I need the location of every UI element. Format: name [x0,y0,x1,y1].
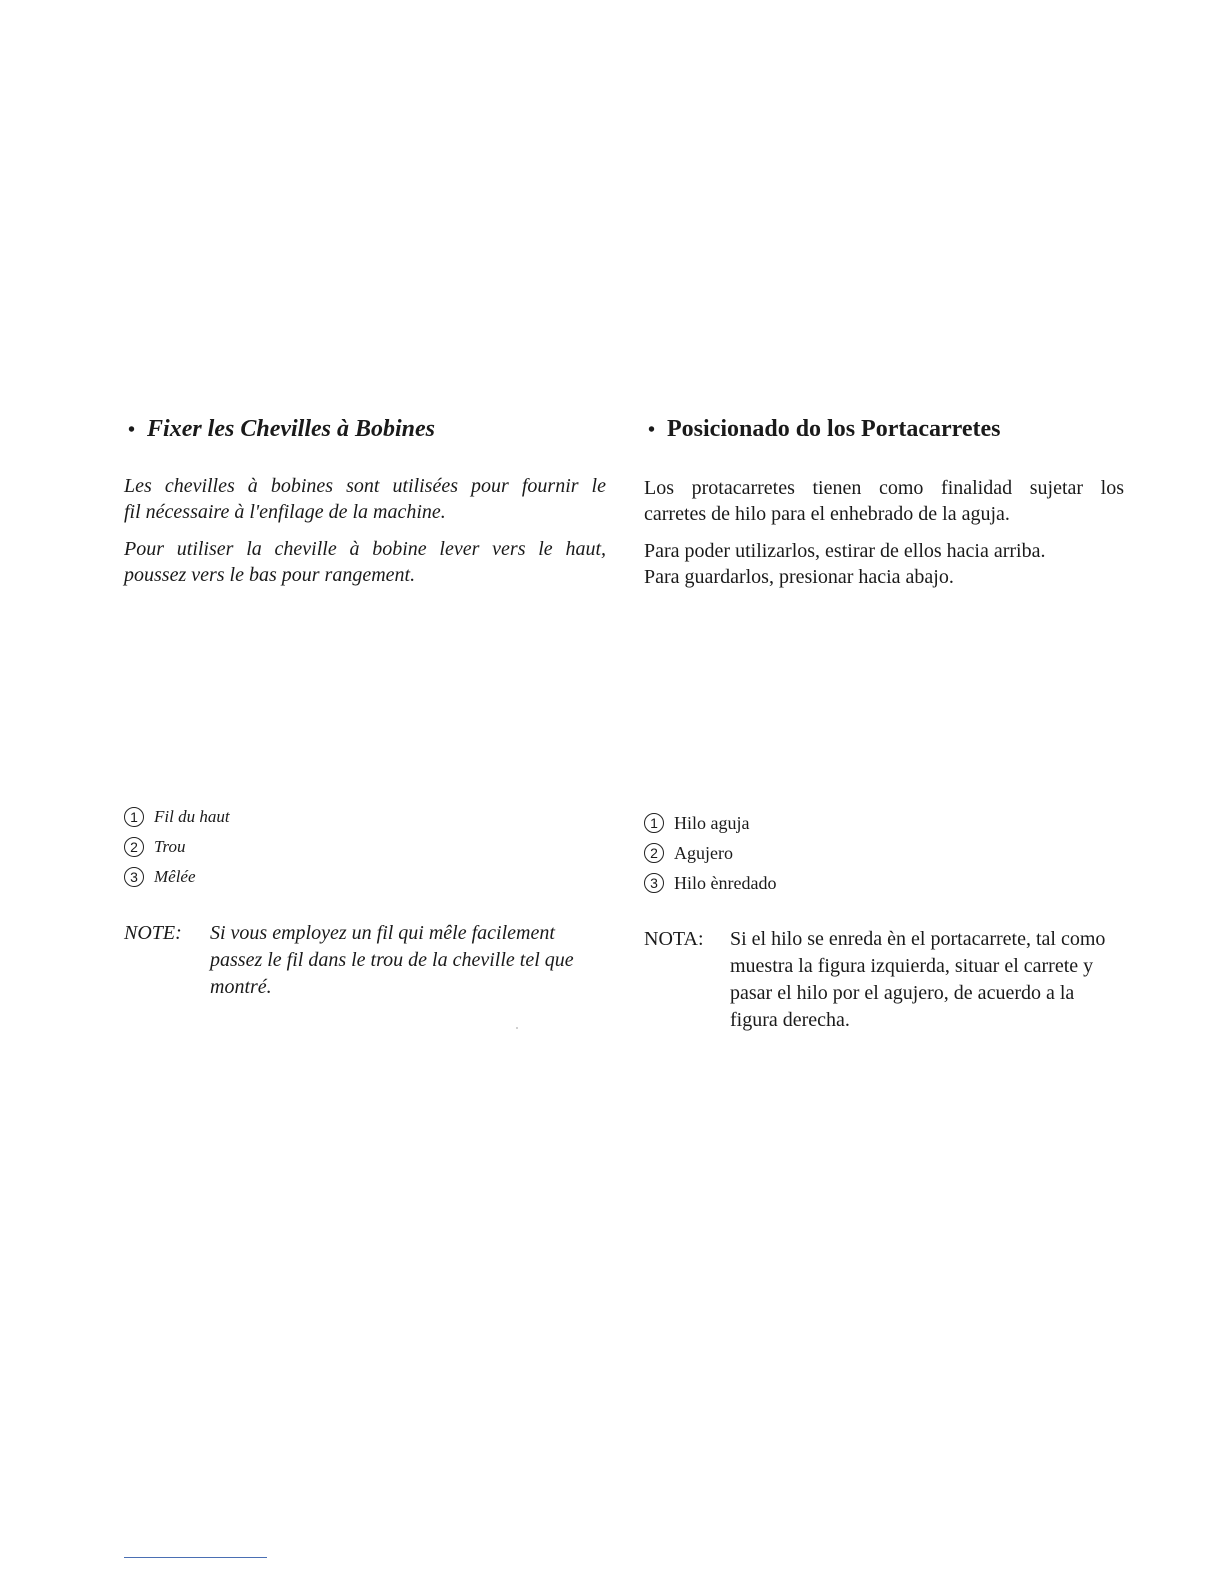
french-heading-text: Fixer les Chevilles à Bobines [147,416,436,442]
circled-number-icon: 2 [644,843,664,863]
spanish-para1-line-2: carretes de hilo para el enhebrado de la aguja. [644,503,1010,525]
french-note-label: NOTE: [124,922,182,944]
spanish-heading-text: Posicionado do los Portacarretes [667,416,1001,442]
bullet-icon: • [648,419,656,441]
french-note-text [210,920,610,1001]
french-para2-line-1: Pour utiliser la cheville à bobine lever vers le haut, [124,538,606,560]
spanish-paragraph-1 [644,475,1124,527]
french-paragraph-1 [124,473,606,525]
spanish-note-text [730,926,1128,1034]
footer-rule [124,1557,267,1558]
french-legend [124,802,230,892]
legend-item [644,868,776,898]
legend-label: Hilo ènredado [674,872,777,893]
circled-number-icon: 3 [124,867,144,887]
legend-item [124,862,230,892]
spanish-para2-line-1: Para poder utilizarlos, estirar de ellos hacia arriba. [644,540,1046,562]
spanish-para2-line-2: Para guardarlos, presionar hacia abajo. [644,566,954,588]
spanish-paragraph-2 [644,538,1124,590]
scan-speck [516,1027,518,1029]
circled-number-icon: 2 [124,837,144,857]
bullet-icon: • [128,419,136,441]
spanish-legend [644,808,776,898]
spanish-heading [648,416,1001,443]
spanish-note-line-2: muestra la figura izquierda, situar el carrete y [730,955,1094,977]
spanish-para1-line-1: Los protacarretes tienen como finalidad sujetar los [644,477,1124,499]
legend-item [644,808,776,838]
french-paragraph-2 [124,536,606,588]
spanish-note-line-4: figura derecha. [730,1009,850,1031]
circled-number-icon: 1 [644,813,664,833]
legend-item [644,838,776,868]
french-note-line-3: montré. [210,976,272,998]
legend-item [124,832,230,862]
spanish-note-label: NOTA: [644,928,704,950]
spanish-note-line-3: pasar el hilo por el agujero, de acuerdo a la [730,982,1075,1004]
french-heading [128,416,435,443]
legend-label: Fil du haut [154,807,230,826]
french-note [124,920,610,1001]
legend-label: Trou [154,837,186,856]
french-note-line-1: Si vous employez un fil qui mêle facilement [210,922,555,944]
legend-item [124,802,230,832]
french-para2-line-2: poussez vers le bas pour rangement. [124,564,416,586]
circled-number-icon: 1 [124,807,144,827]
french-para1-line-2: fil nécessaire à l'enfilage de la machine. [124,501,446,523]
spanish-note-line-1: Si el hilo se enreda èn el portacarrete, tal como [730,928,1106,950]
legend-label: Agujero [674,842,733,863]
french-note-line-2: passez le fil dans le trou de la cheville tel que [210,949,574,971]
spanish-note [644,926,1128,1034]
circled-number-icon: 3 [644,873,664,893]
legend-label: Mêlée [154,867,196,886]
french-para1-line-1: Les chevilles à bobines sont utilisées pour fournir le [124,475,606,497]
legend-label: Hilo aguja [674,812,750,833]
